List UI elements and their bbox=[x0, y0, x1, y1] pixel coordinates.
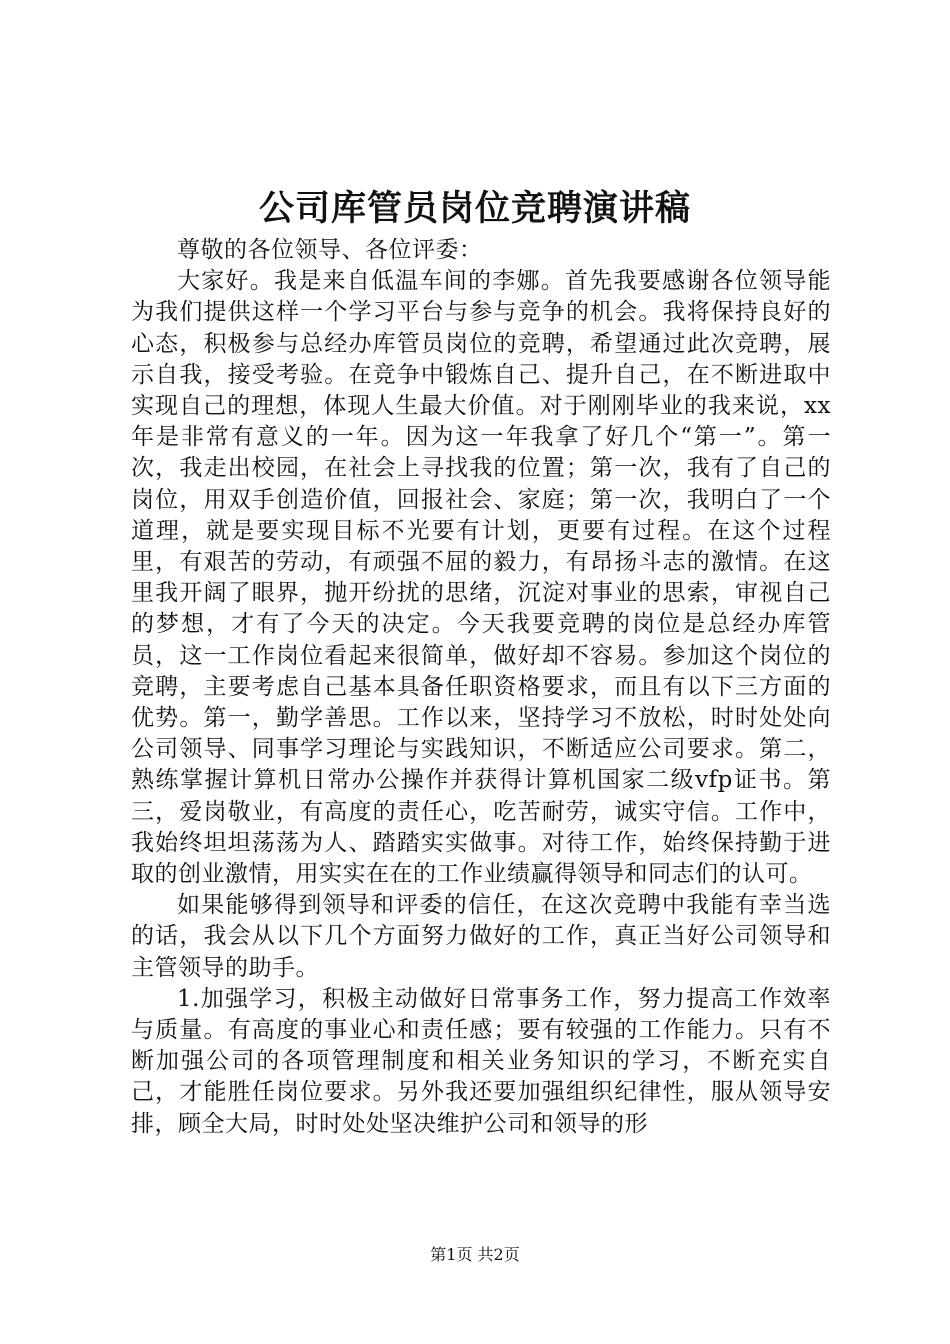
document-body bbox=[131, 235, 831, 1140]
body-paragraph: 如果能够得到领导和评委的信任，在这次竞聘中我能有幸当选的话，我会从以下几个方面努力做好的工作，真正当好公司领导和主管领导的助手。 bbox=[131, 892, 831, 981]
document-title: 公司库管员岗位竞聘演讲稿 bbox=[258, 188, 691, 229]
body-paragraph: 1.加强学习，积极主动做好日常事务工作，努力提高工作效率与质量。有高度的事业心和责任感；要有较强的工作能力。只有不断加强公司的各项管理制度和相关业务知识的学习，不断充实自己，才能胜任岗位要求。另外我还要加强组织纪律性，服从领导安排，顾全大局，时时处处坚决维护公司和领导的形 bbox=[131, 985, 831, 1137]
salutation-paragraph: 尊敬的各位领导、各位评委： bbox=[177, 237, 483, 263]
page-number-footer: 第1页 共2页 bbox=[430, 1245, 520, 1264]
body-paragraph: 大家好。我是来自低温车间的李娜。首先我要感谢各位领导能为我们提供这样一个学习平台与参与竞争的机会。我将保持良好的心态，积极参与总经办库管员岗位的竞聘，希望通过此次竞聘，展示自我，接受考验。在竞争中锻炼自己、提升自己，在不断进取中实现自己的理想，体现人生最大价值。对于刚刚毕业的我来说，xx年是非常有意义的一年。因为这一年我拿了好几个“第一”。第一次，我走出校园，在社会上寻找我的位置；第一次，我有了自己的岗位，用双手创造价值，回报社会、家庭；第一次，我明白了一个道理，就是要实现目标不光要有计划，更要有过程。在这个过程里，有艰苦的劳动，有顽强不屈的毅力，有昂扬斗志的激情。在这里我开阔了眼界，抛开纷扰的思绪，沉淀对事业的思索，审视自己的梦想，才有了今天的决定。今天我要竞聘的岗位是总经办库管员，这一工作岗位看起来很简单，做好却不容易。参加这个岗位的竞聘，主要考虑自己基本具备任职资格要求，而且有以下三方面的优势。第一，勤学善思。工作以来，坚持学习不放松，时时处处向公司领导、同事学习理论与实践知识，不断适应公司要求。第二，熟练掌握计算机日常办公操作并获得计算机国家二级vfp证书。第三，爱岗敬业，有高度的责任心，吃苦耐劳，诚实守信。工作中，我始终坦坦荡荡为人、踏踏实实做事。对待工作，始终保持勤于进取的创业激情，用实实在在的工作业绩赢得领导和同志们的认可。 bbox=[131, 268, 831, 888]
